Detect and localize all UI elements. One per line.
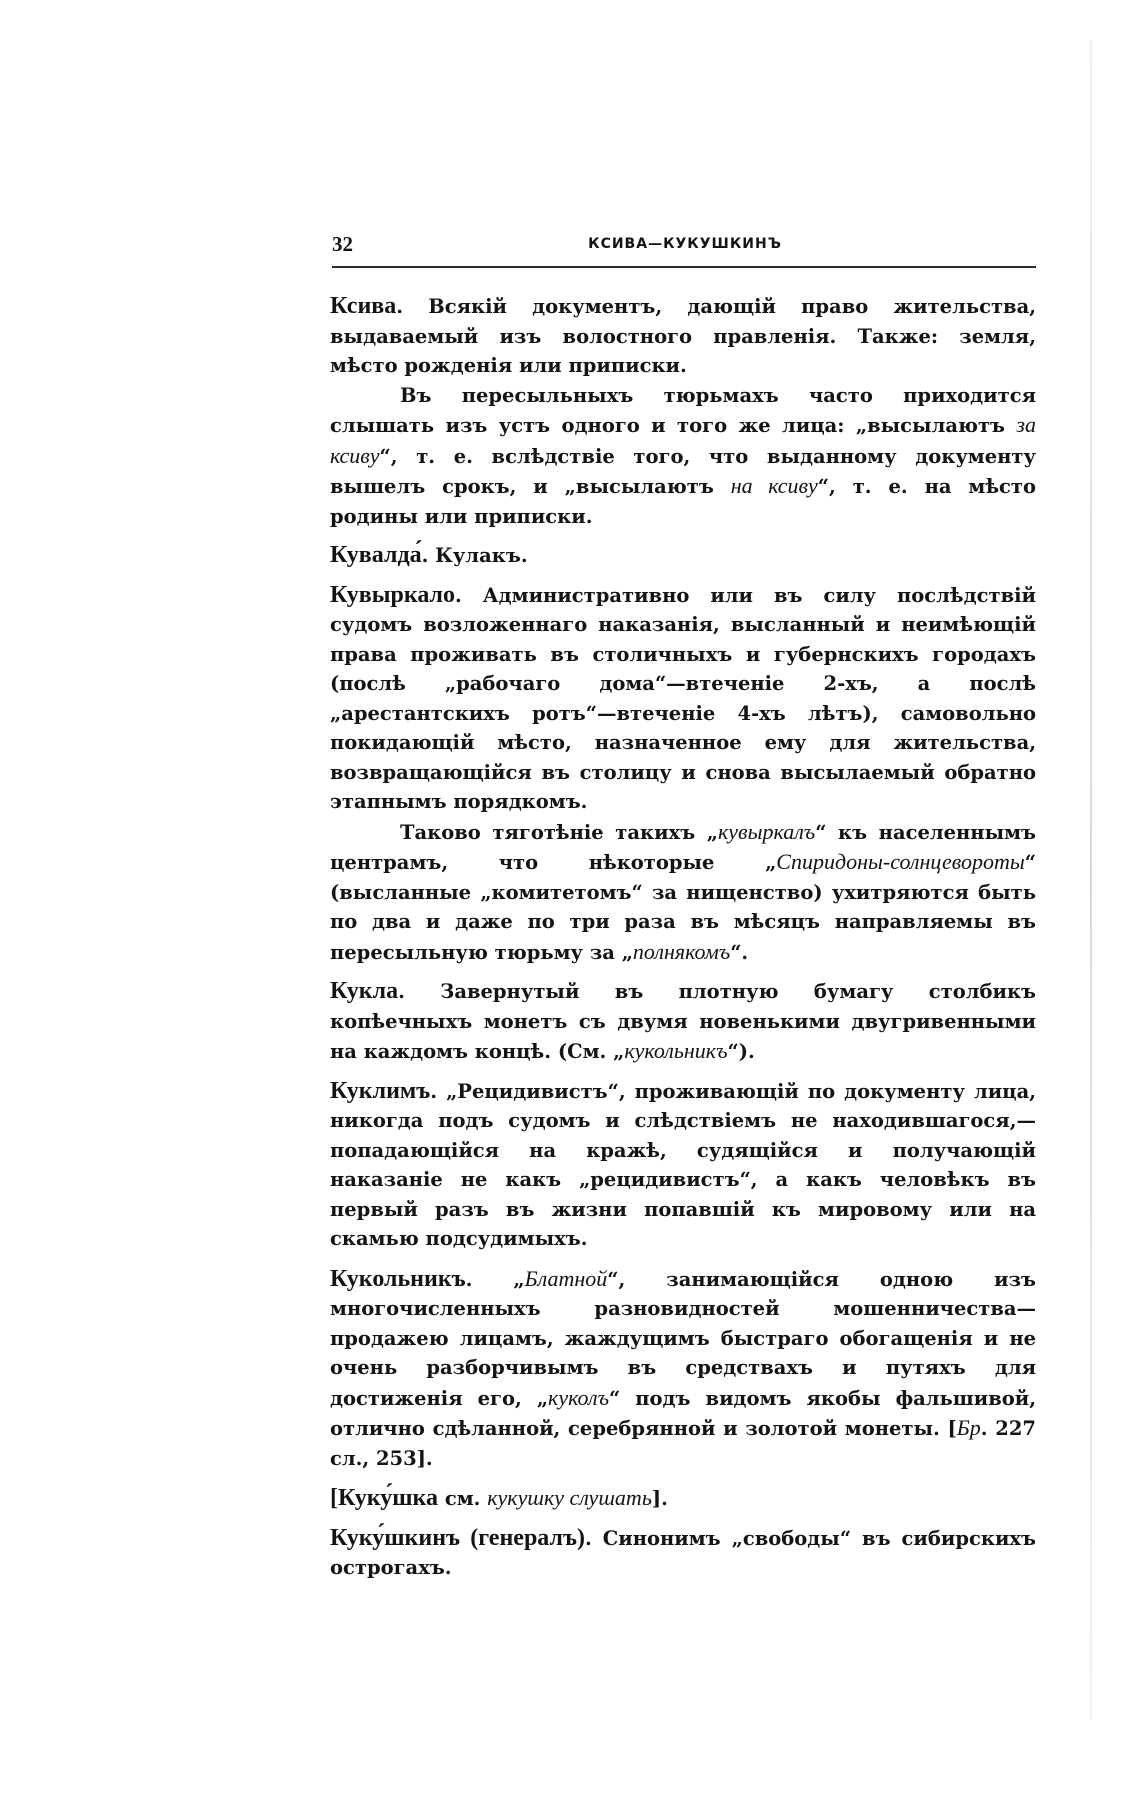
headword-kukushka: Куку́шка xyxy=(338,1485,439,1511)
running-head: КСИВА—КУКУШКИНЪ xyxy=(588,236,782,252)
entry-kukushka xyxy=(330,1483,1036,1514)
entry-ksiva-paragraph: Въ пересыльныхъ тюрьмахъ часто приходится слышать изъ устъ одного и того же лица: „высылаютъ за ксиву“, т. е. вслѣдствіе того, что выданному документу вышелъ срокъ, и „высылаютъ на ксиву“, т. е. на мѣсто родины или приписки. xyxy=(330,383,1036,528)
entry-ksiva-definition: Ксива. Всякій документъ, дающій право жительства, выдаваемый изъ волостного правленія. Также: земля, мѣсто рожденія или приписки. xyxy=(330,293,1036,377)
page-edge xyxy=(1090,40,1092,1720)
headword-kuvyrkalo: Кувыркало xyxy=(330,581,455,608)
headword-kukla: Кукла xyxy=(330,978,399,1004)
entry-kukolnik-definition: Кукольникъ. „Блатной“, занимающійся одною изъ многочисленныхъ разновидностей мошенничества—продажею лицамъ, жаждущимъ быстраго обогащенія и не очень разборчивымъ въ средствахъ и путяхъ для достиженія его, „куколъ“ подъ видомъ якобы фальшивой, отлично сдѣланной, серебрянной и золотой монеты. [Бр. 227 сл., 253]. xyxy=(330,1265,1037,1470)
headword-kuvalda: Кувалда́ xyxy=(330,542,422,568)
header-rule xyxy=(332,266,1036,268)
entry-kuklim xyxy=(330,1077,1036,1254)
entry-kuvyrkalo-definition: Кувыркало. Административно или въ силу послѣдствій судомъ возложеннаго наказанія, высланный и неимѣющій права проживать въ столичныхъ и губернскихъ городахъ (послѣ „рабочаго дома“—втеченіе 2-хъ, а послѣ „арестантскихъ ротъ“—втеченіе 4-хъ лѣтъ), самовольно покидающій мѣсто, назначенное ему для жительства, возвращающійся въ столицу и снова высылаемый обратно этапнымъ порядкомъ. xyxy=(330,581,1036,813)
entry-kukushkin-definition: Куку́шкинъ (генералъ). Синонимъ „свободы“ въ сибирскихъ острогахъ. xyxy=(330,1524,1036,1579)
entry-kukushkin xyxy=(330,1524,1036,1583)
page-number: 32 xyxy=(332,232,353,256)
entry-kuvalda xyxy=(330,541,1036,571)
entry-kuvalda-definition: Кувалда́. Кулакъ. xyxy=(330,542,528,568)
entry-kukolnik xyxy=(330,1264,1036,1474)
headword-kuklim: Куклимъ xyxy=(330,1077,431,1104)
page-header xyxy=(332,232,1038,262)
entry-kukla xyxy=(330,977,1036,1067)
entry-kuklim-definition: Куклимъ. „Рецидивистъ“, проживающій по документу лица, никогда подъ судомъ и слѣдствіемъ не находившагося,—попадающійся на кражѣ, судящійся и получающій наказаніе не какъ „рецидивистъ“, а какъ человѣкъ въ первый разъ въ жизни попавшій къ мировому или на скамью подсудимыхъ. xyxy=(330,1077,1036,1250)
headword-kukushkin: Куку́шкинъ (генералъ) xyxy=(330,1524,585,1551)
entry-kukla-definition: Кукла. Завернутый въ плотную бумагу столбикъ копѣечныхъ монетъ съ двумя новенькими двугривенными на каждомъ концѣ. (См. „кукольникъ“). xyxy=(330,978,1036,1063)
headword-ksiva: Ксива xyxy=(330,293,397,319)
headword-kukolnik: Кукольникъ xyxy=(330,1265,466,1292)
entry-kuvyrkalo xyxy=(330,581,1036,968)
entry-kuvyrkalo-paragraph: Таково тяготѣніе такихъ „кувыркалъ“ къ населеннымъ центрамъ, что нѣкоторые „Спиридоны-солнцевороты“ (высланные „комитетомъ“ за нищенство) ухитряются быть по два и даже по три раза въ мѣсяцъ направляемы въ пересыльную тюрьму за „полнякомъ“. xyxy=(330,818,1037,964)
dictionary-column xyxy=(330,292,1036,1593)
entry-ksiva xyxy=(330,292,1036,531)
entry-kukushka-definition: [Куку́шка см. кукушку слушать]. xyxy=(330,1485,668,1511)
